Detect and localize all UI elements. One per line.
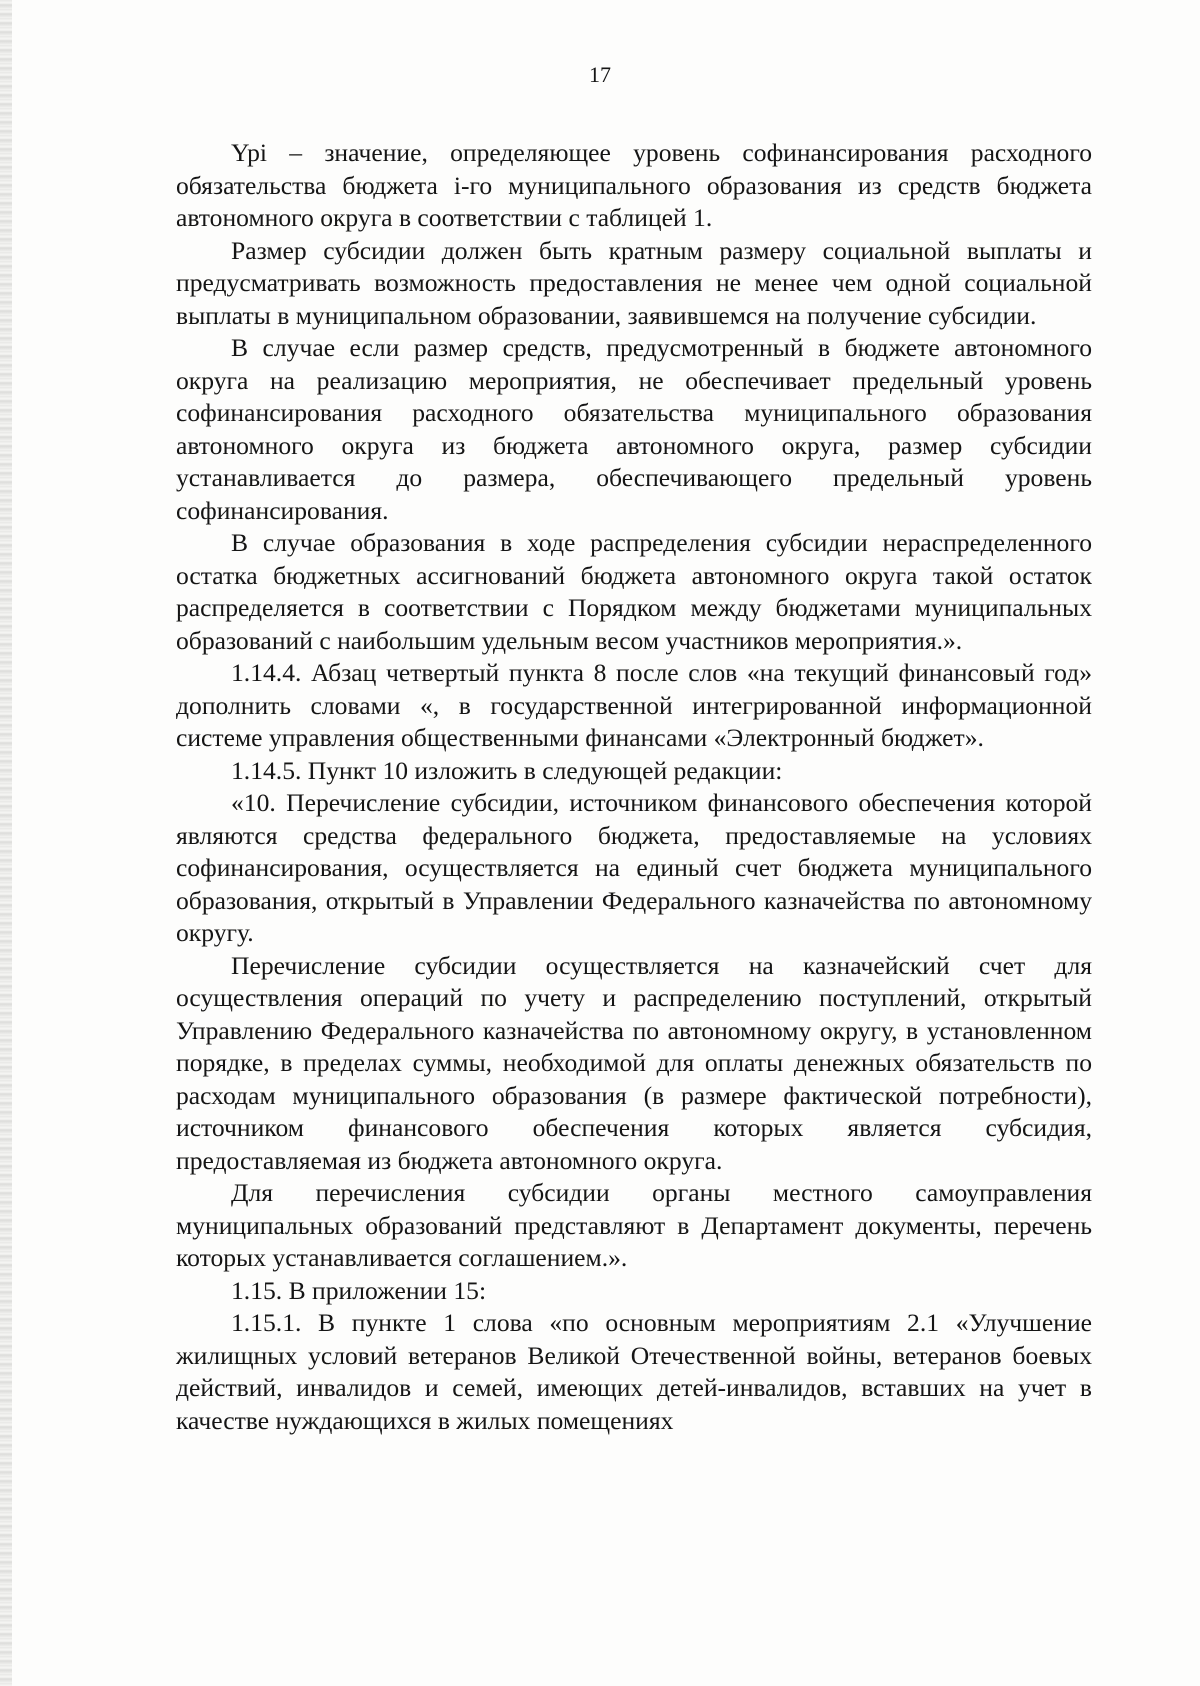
paragraph: 1.15. В приложении 15: bbox=[231, 1275, 487, 1305]
paragraph: Перечисление субсидии осуществляется на казначейский счет для осуществления операций по учету и распределению поступлений, открытый Управлению Федерального казначейства по автономному округу, в установленном порядке, в пределах суммы, необходимой для оплаты денежных обязательств по расходам муниципального образования (в размере фактической потребности), источником финансового обеспечения которых является субсидия, предоставляемая из бюджета автономного округа. bbox=[176, 950, 1092, 1175]
paragraph: В случае образования в ходе распределения субсидии нераспределенного остатка бюджетных ассигнований бюджета автономного округа такой остаток распределяется в соответствии с Порядком между бюджетами муниципальных образований с наибольшим удельным весом участников мероприятия.». bbox=[176, 528, 1092, 655]
document-body bbox=[176, 137, 1092, 1437]
paragraph: Для перечисления субсидии органы местного самоуправления муниципальных образований представляют в Департамент документы, перечень которых устанавливается соглашением.». bbox=[176, 1178, 1092, 1272]
page-number: 17 bbox=[589, 62, 611, 87]
paragraph: В случае если размер средств, предусмотренный в бюджете автономного округа на реализацию мероприятия, не обеспечивает предельный уровень софинансирования расходного обязательства муниципального образования автономного округа из бюджета автономного округа, размер субсидии устанавливается до размера, обеспечивающего предельный уровень софинансирования. bbox=[176, 333, 1092, 525]
paragraph: 1.15.1. В пункте 1 слова «по основным мероприятиям 2.1 «Улучшение жилищных условий ветеранов Великой Отечественной войны, ветеранов боевых действий, инвалидов и семей, имеющих детей-инвалидов, вставших на учет в качестве нуждающихся в жилых помещениях bbox=[176, 1308, 1092, 1435]
paragraph: 1.14.4. Абзац четвертый пункта 8 после слов «на текущий финансовый год» дополнить словами «, в государственной интегрированной информационной системе управления общественными финансами «Электронный бюджет». bbox=[176, 658, 1092, 752]
paragraph: 1.14.5. Пункт 10 изложить в следующей редакции: bbox=[231, 755, 783, 785]
scan-edge-artifact bbox=[0, 0, 12, 1686]
paragraph: Размер субсидии должен быть кратным размеру социальной выплаты и предусматривать возможность предоставления не менее чем одной социальной выплаты в муниципальном образовании, заявившемся на получение субсидии. bbox=[176, 235, 1092, 330]
paragraph: «10. Перечисление субсидии, источником финансового обеспечения которой являются средства федерального бюджета, предоставляемые на условиях софинансирования, осуществляется на единый счет бюджета муниципального образования, открытый в Управлении Федерального казначейства по автономному округу. bbox=[176, 788, 1092, 947]
paragraph: Ypi – значение, определяющее уровень софинансирования расходного обязательства бюджета i-го муниципального образования из средств бюджета автономного округа в соответствии с таблицей 1. bbox=[176, 138, 1092, 232]
